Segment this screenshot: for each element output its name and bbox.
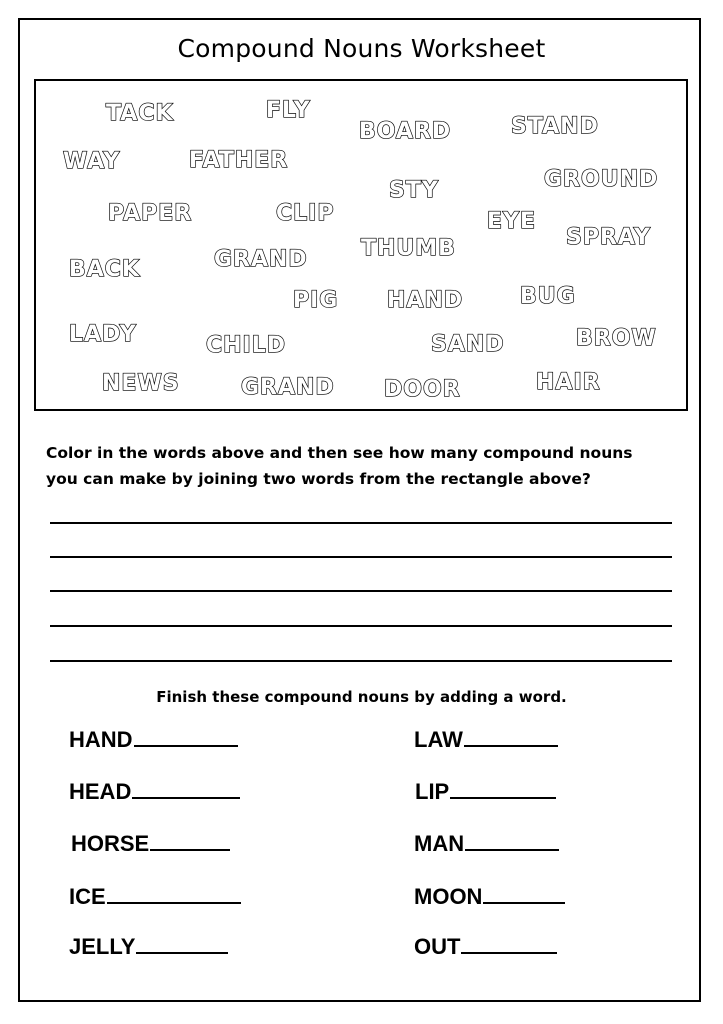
fill-blank[interactable] [461, 952, 557, 954]
word-bubble: BROW [576, 326, 657, 351]
word-bubble: TACK [106, 101, 174, 126]
fill-item-word: OUT [414, 934, 461, 959]
fill-item [415, 779, 556, 805]
fill-blank[interactable] [464, 745, 558, 747]
answer-line[interactable] [50, 556, 672, 558]
word-bubble: BUG [520, 284, 576, 309]
answer-line[interactable] [50, 660, 672, 662]
section-subtitle: Finish these compound nouns by adding a word. [156, 688, 567, 706]
page-title: Compound Nouns Worksheet [177, 34, 546, 63]
fill-blank[interactable] [483, 902, 565, 904]
word-bubble: BACK [69, 257, 140, 282]
word-bubble: NEWS [102, 371, 180, 396]
answer-line[interactable] [50, 522, 672, 524]
answer-line[interactable] [50, 590, 672, 592]
word-bubble: STY [389, 178, 439, 203]
fill-item [414, 831, 559, 857]
fill-blank[interactable] [136, 952, 228, 954]
word-bubble: GRAND [241, 375, 335, 400]
fill-blank[interactable] [150, 849, 230, 851]
word-bubble: WAY [63, 149, 121, 174]
word-bubble: PAPER [108, 201, 193, 226]
word-bubble: STAND [511, 114, 599, 139]
fill-item [414, 884, 565, 910]
word-bubble: BOARD [359, 119, 452, 144]
word-bubble: SAND [431, 332, 505, 357]
fill-blank[interactable] [465, 849, 559, 851]
fill-item-word: MOON [414, 884, 483, 909]
answer-line[interactable] [50, 625, 672, 627]
fill-blank[interactable] [107, 902, 241, 904]
word-bubble: HAIR [536, 370, 601, 395]
instructions-line-2: you can make by joining two words from the rectangle above? [46, 470, 591, 488]
fill-item [69, 779, 240, 805]
word-bubble: DOOR [384, 377, 461, 402]
fill-item-word: HEAD [69, 779, 132, 804]
fill-item-word: JELLY [69, 934, 136, 959]
fill-item-word: HORSE [71, 831, 150, 856]
word-bubble: LADY [69, 322, 137, 347]
word-bank-box [34, 79, 688, 411]
word-bubble: GRAND [214, 247, 308, 272]
fill-item [69, 727, 238, 753]
fill-item [71, 831, 230, 857]
fill-item [69, 884, 241, 910]
word-bubble: CHILD [206, 333, 287, 358]
word-bubble: FLY [266, 98, 311, 123]
fill-blank[interactable] [132, 797, 240, 799]
fill-blank[interactable] [134, 745, 238, 747]
word-bubble: SPRAY [566, 225, 651, 250]
fill-item [414, 727, 558, 753]
fill-item-word: HAND [69, 727, 133, 752]
fill-item-word: MAN [414, 831, 465, 856]
word-bubble: GROUND [544, 167, 659, 192]
word-bubble: EYE [487, 209, 536, 234]
word-bubble: CLIP [276, 201, 335, 226]
fill-blank[interactable] [450, 797, 556, 799]
fill-item-word: LIP [415, 779, 450, 804]
word-bubble: PIG [293, 288, 339, 313]
fill-item-word: LAW [414, 727, 463, 752]
word-bubble: THUMB [361, 236, 456, 261]
fill-item [414, 934, 557, 960]
instructions [46, 440, 686, 492]
fill-item [69, 934, 228, 960]
word-bubble: HAND [387, 288, 464, 313]
instructions-line-1: Color in the words above and then see how many compound nouns [46, 444, 633, 462]
fill-item-word: ICE [69, 884, 106, 909]
word-bubble: FATHER [189, 148, 289, 173]
